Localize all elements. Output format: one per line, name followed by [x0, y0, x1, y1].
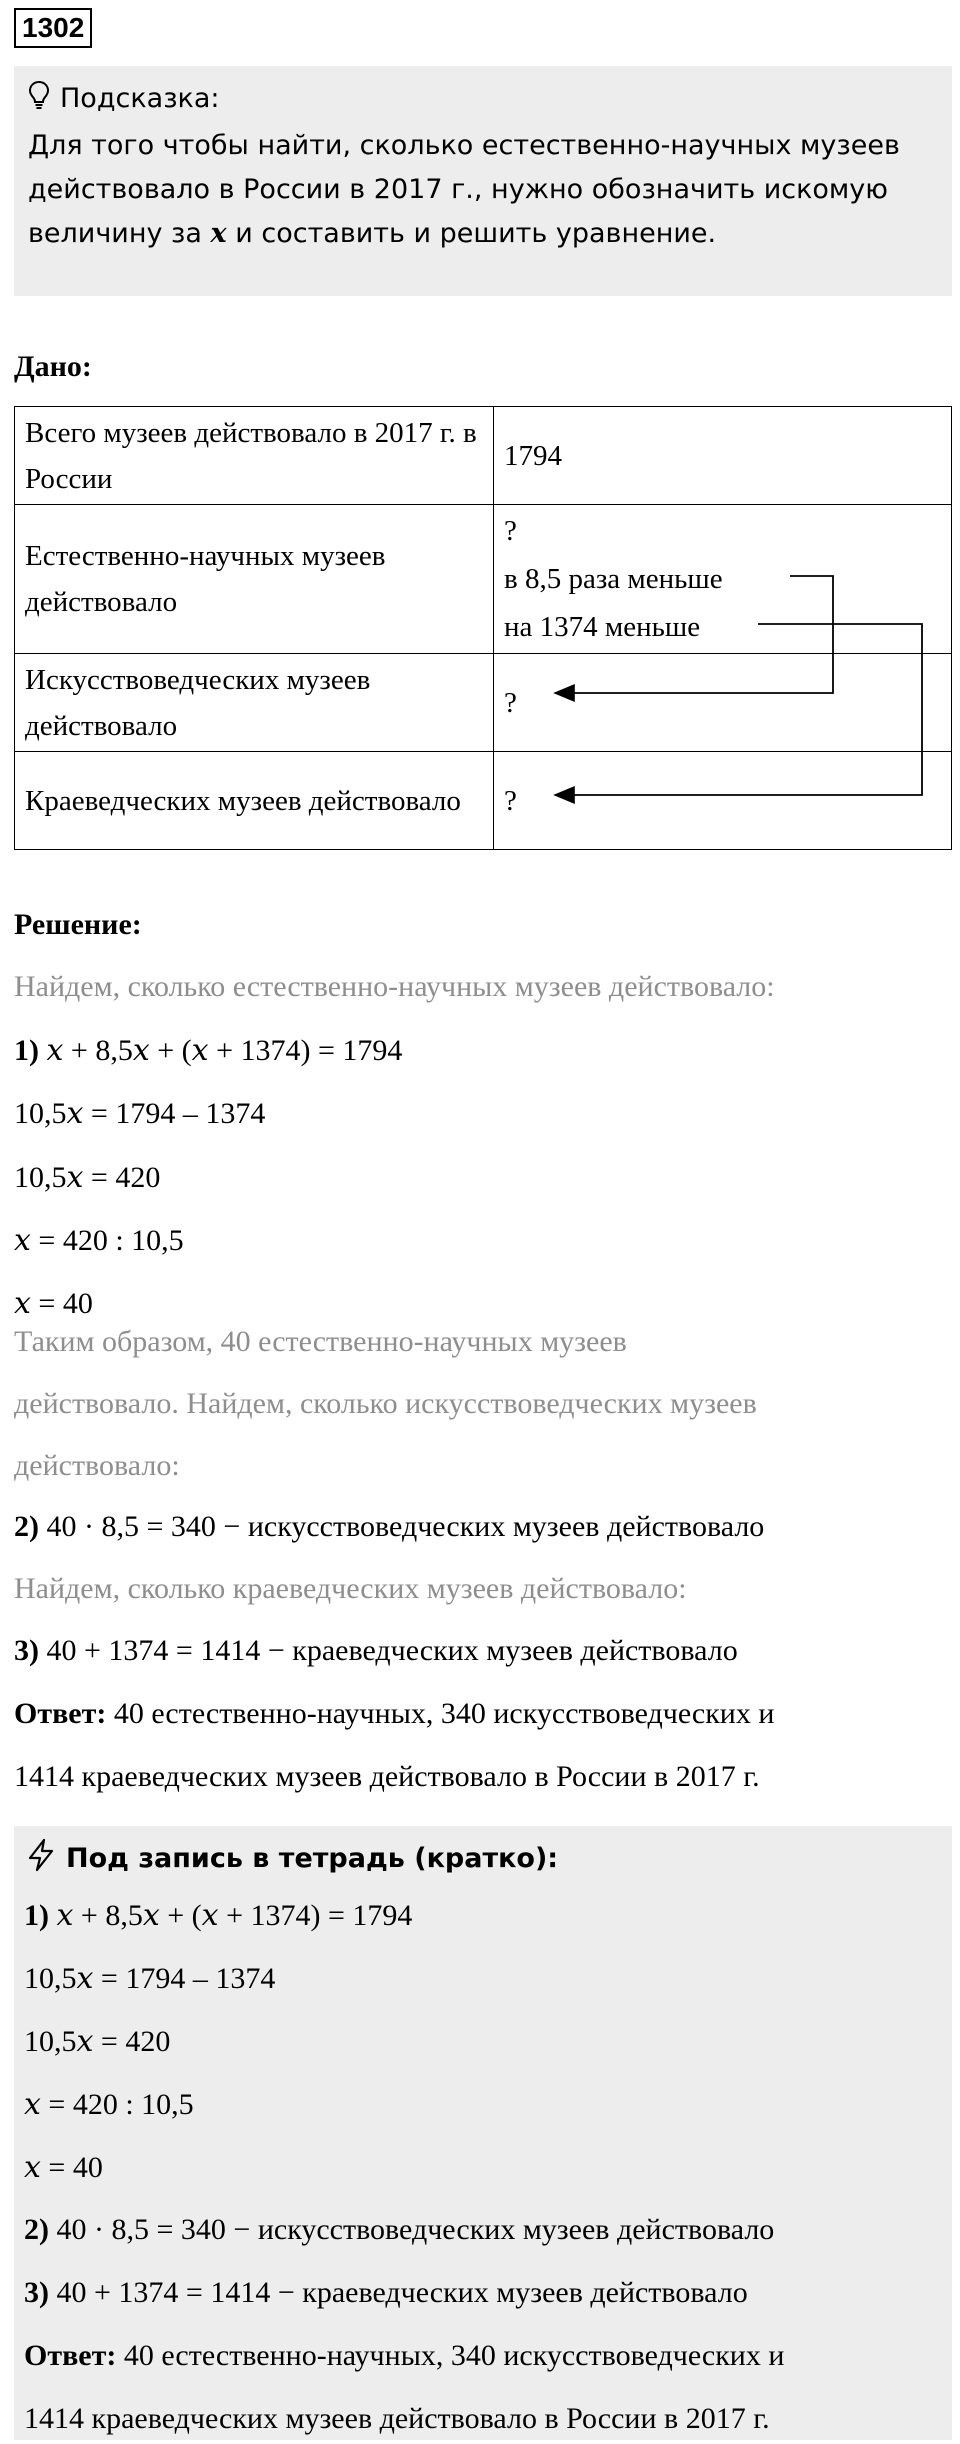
table-cell-value: ? — [494, 654, 952, 752]
hint-title: Подсказка: — [60, 82, 220, 114]
table-cell-label: Всего музеев действовало в 2017 г. в России — [15, 407, 494, 505]
table-row — [15, 752, 952, 850]
task-number: 1302 — [14, 8, 92, 48]
step-text: 40 + 1374 = 1414 − краеведческих музеев действовало — [49, 2276, 748, 2309]
step-number: 3) — [24, 2276, 49, 2309]
value-line: в 8,5 раза меньше — [504, 563, 723, 595]
step-text: 40 · 8,5 = 340 − искусствоведческих музеев действовало — [49, 2213, 775, 2246]
hint-header — [28, 78, 940, 118]
short-record-header — [26, 1838, 558, 1879]
table-row — [15, 505, 952, 654]
conclusion-text: Таким образом, 40 естественно-научных музеев — [14, 1325, 627, 1358]
table-cell-value — [494, 505, 952, 654]
answer-label: Ответ: — [14, 1697, 107, 1730]
equation: 10,5𝑥 = 1794 – 1374 — [24, 1962, 276, 1995]
hint-text — [28, 124, 940, 256]
equation: 10,5𝑥 = 1794 – 1374 — [14, 1097, 266, 1130]
step-number: 2) — [14, 1510, 39, 1543]
answer-line — [14, 1697, 774, 1731]
equation: 𝑥 = 40 — [14, 1287, 93, 1320]
hint-variable: x — [210, 218, 227, 249]
lightning-icon — [26, 1838, 56, 1879]
short-step-2 — [24, 2213, 774, 2247]
lightbulb-icon — [28, 80, 50, 117]
step-number: 1) — [24, 1899, 49, 1932]
step-text: 40 · 8,5 = 340 − искусствоведческих музеев действовало — [39, 1510, 765, 1543]
hint-text-part: составить и решить уравнение — [261, 218, 708, 249]
equation: 10,5𝑥 = 420 — [24, 2025, 171, 2058]
hint-text-part: , сколько естественно-научных музеев действовало в России в 2017 г., — [28, 130, 900, 205]
table-cell-value: ? — [494, 752, 952, 850]
equation: 𝑥 = 40 — [24, 2151, 103, 2184]
equation: 𝑥 + 8,5𝑥 + (𝑥 + 1374) = 1794 — [46, 1034, 403, 1067]
short-record-title: Под запись в тетрадь (кратко): — [66, 1843, 559, 1874]
hint-box — [14, 66, 952, 296]
step-text: 40 + 1374 = 1414 − краеведческих музеев действовало — [39, 1634, 738, 1667]
equation: 𝑥 + 8,5𝑥 + (𝑥 + 1374) = 1794 — [56, 1899, 413, 1932]
conclusion-text: действовало: — [14, 1449, 180, 1482]
answer-text: 1414 краеведческих музеев действовало в России в 2017 г. — [24, 2402, 770, 2435]
answer-text: 1414 краеведческих музеев действовало в России в 2017 г. — [14, 1760, 760, 1793]
hint-text-part: обозначить искомую величину за — [28, 174, 889, 249]
equation: 10,5𝑥 = 420 — [14, 1161, 161, 1194]
solution-intro: Найдем, сколько естественно-научных музеев действовало: — [14, 970, 775, 1003]
solution-heading: Решение: — [14, 908, 142, 941]
equation: 𝑥 = 420 : 10,5 — [14, 1224, 184, 1257]
short-step-3 — [24, 2276, 748, 2310]
table-row — [15, 407, 952, 505]
given-heading: Дано: — [14, 350, 92, 383]
short-record-box — [14, 1826, 952, 2440]
table-cell-value: 1794 — [494, 407, 952, 505]
answer-label: Ответ: — [24, 2339, 117, 2372]
value-line: ? — [504, 515, 517, 547]
hint-text-part: нужно — [482, 174, 592, 205]
conclusion-text: действовало. Найдем, сколько искусствоведческих музеев — [14, 1387, 757, 1420]
solution-step-1 — [14, 1033, 402, 1068]
answer-text: 40 естественно-научных, 340 искусствоведческих и — [106, 1697, 775, 1730]
table-row — [15, 654, 952, 752]
solution-intro: Найдем, сколько краеведческих музеев действовало: — [14, 1572, 687, 1605]
given-table — [14, 406, 952, 850]
solution-step-2 — [14, 1510, 764, 1544]
hint-text-part: Для того чтобы найти — [28, 130, 343, 161]
step-number: 2) — [24, 2213, 49, 2246]
table-cell-label: Искусствоведческих музеев действовало — [15, 654, 494, 752]
solution-step-3 — [14, 1634, 738, 1668]
value-line: на 1374 меньше — [504, 611, 701, 643]
equation: 𝑥 = 420 : 10,5 — [24, 2088, 194, 2121]
hint-text-part: . — [707, 218, 717, 249]
table-cell-label: Естественно-научных музеев действовало — [15, 505, 494, 654]
hint-text-part: и — [226, 218, 262, 249]
answer-text: 40 естественно-научных, 340 искусствоведческих и — [116, 2339, 785, 2372]
step-number: 1) — [14, 1034, 39, 1067]
table-cell-label: Краеведческих музеев действовало — [15, 752, 494, 850]
short-step-1 — [24, 1898, 412, 1933]
answer-line — [24, 2339, 784, 2373]
step-number: 3) — [14, 1634, 39, 1667]
